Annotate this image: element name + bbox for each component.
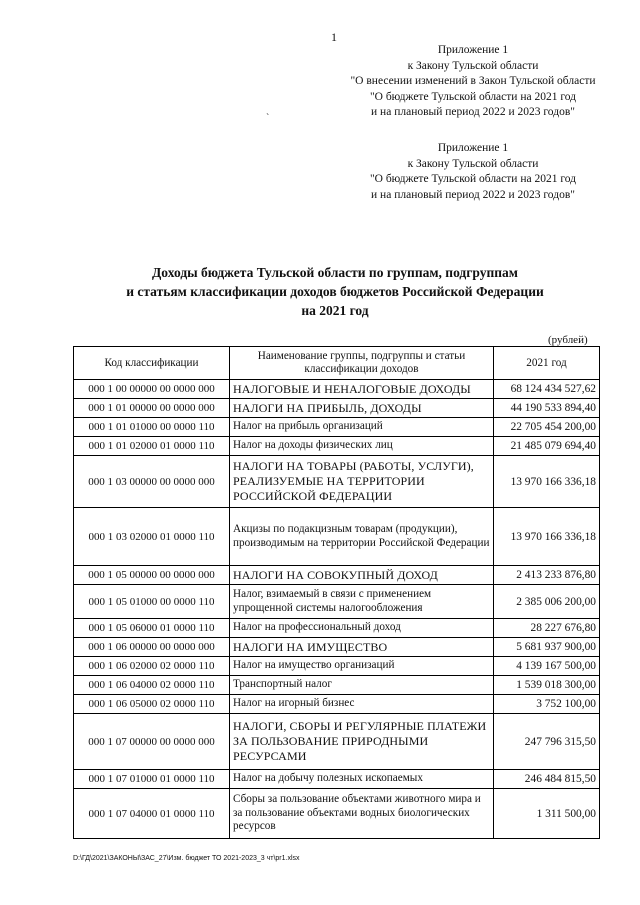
row-name: НАЛОГИ, СБОРЫ И РЕГУЛЯРНЫЕ ПЛАТЕЖИ ЗА ПОЛЬЗОВАНИЕ ПРИРОДНЫМИ РЕСУРСАМИ: [230, 714, 494, 770]
table-row: [74, 619, 600, 638]
table-header-row: [74, 347, 600, 380]
row-code: 000 1 01 01000 00 0000 110: [74, 418, 230, 437]
row-code: 000 1 06 00000 00 0000 000: [74, 638, 230, 657]
row-code: 000 1 06 02000 02 0000 110: [74, 657, 230, 676]
table-row: [74, 657, 600, 676]
row-amount: 28 227 676,80: [494, 619, 600, 638]
row-name: НАЛОГОВЫЕ И НЕНАЛОГОВЫЕ ДОХОДЫ: [230, 380, 494, 399]
appendix-line: Приложение 1: [437, 44, 509, 56]
table-row: [74, 399, 600, 418]
table-row: [74, 566, 600, 585]
row-amount: 68 124 434 527,62: [494, 380, 600, 399]
row-amount: 22 705 454 200,00: [494, 418, 600, 437]
row-amount: 1 311 500,00: [494, 789, 600, 839]
row-name: Налог на имущество организаций: [230, 657, 494, 676]
table-row: [74, 380, 600, 399]
table-row: [74, 770, 600, 789]
page-number: 1: [331, 30, 337, 44]
row-code: 000 1 03 02000 01 0000 110: [74, 508, 230, 566]
appendix-header-original: [303, 141, 640, 203]
row-code: 000 1 01 02000 01 0000 110: [74, 437, 230, 456]
row-name: Налог на добычу полезных ископаемых: [230, 770, 494, 789]
row-code: 000 1 06 05000 02 0000 110: [74, 695, 230, 714]
row-code: 000 1 07 01000 01 0000 110: [74, 770, 230, 789]
appendix-line: к Закону Тульской области: [407, 59, 539, 72]
header-code: Код классификации: [74, 347, 230, 380]
appendix-line: Приложение 1: [437, 142, 509, 154]
row-code: 000 1 05 06000 01 0000 110: [74, 619, 230, 638]
row-amount: 13 970 166 336,18: [494, 508, 600, 566]
table-row: [74, 676, 600, 695]
row-amount: 4 139 167 500,00: [494, 657, 600, 676]
row-amount: 2 385 006 200,00: [494, 585, 600, 619]
row-code: 000 1 05 01000 00 0000 110: [74, 585, 230, 619]
appendix-line: к Закону Тульской области: [407, 157, 539, 170]
appendix-header-current: [303, 43, 640, 121]
row-amount: 1 539 018 300,00: [494, 676, 600, 695]
row-code: 000 1 01 00000 00 0000 000: [74, 399, 230, 418]
header-amount: 2021 год: [494, 347, 600, 380]
table-row: [74, 714, 600, 770]
row-name: Налог, взимаемый в связи с применением упрощенной системы налогообложения: [230, 585, 494, 619]
table-row: [74, 437, 600, 456]
appendix-line: и на плановый период 2022 и 2023 годов": [371, 106, 575, 118]
row-amount: 5 681 937 900,00: [494, 638, 600, 657]
row-name: НАЛОГИ НА ИМУЩЕСТВО: [230, 638, 494, 657]
table-row: [74, 638, 600, 657]
title-line: на 2021 год: [301, 303, 369, 318]
document-title: [70, 263, 600, 320]
title-line: и статьям классификации доходов бюджетов Российской Федерации: [126, 284, 544, 299]
row-amount: 3 752 100,00: [494, 695, 600, 714]
row-code: 000 1 07 00000 00 0000 000: [74, 714, 230, 770]
row-name: Налог на профессиональный доход: [230, 619, 494, 638]
row-amount: 2 413 233 876,80: [494, 566, 600, 585]
row-amount: 13 970 166 336,18: [494, 456, 600, 508]
row-code: 000 1 03 00000 00 0000 000: [74, 456, 230, 508]
table-row: [74, 695, 600, 714]
row-name: Налог на доходы физических лиц: [230, 437, 494, 456]
row-name: Сборы за пользование объектами животного мира и за пользование объектами водных биологических ресурсов: [230, 789, 494, 839]
row-name: Налог на игорный бизнес: [230, 695, 494, 714]
row-amount: 246 484 815,50: [494, 770, 600, 789]
units-label: (рублей): [548, 334, 588, 346]
row-amount: 247 796 315,50: [494, 714, 600, 770]
row-amount: 44 190 533 894,40: [494, 399, 600, 418]
row-code: 000 1 06 04000 02 0000 110: [74, 676, 230, 695]
appendix-line: и на плановый период 2022 и 2023 годов": [371, 188, 575, 201]
table-row: [74, 508, 600, 566]
row-name: НАЛОГИ НА СОВОКУПНЫЙ ДОХОД: [230, 566, 494, 585]
row-name: НАЛОГИ НА ТОВАРЫ (РАБОТЫ, УСЛУГИ), РЕАЛИЗУЕМЫЕ НА ТЕРРИТОРИИ РОССИЙСКОЙ ФЕДЕРАЦИИ: [230, 456, 494, 508]
appendix-line: "О бюджете Тульской области на 2021 год: [369, 90, 577, 103]
row-code: 000 1 05 00000 00 0000 000: [74, 566, 230, 585]
row-name: Акцизы по подакцизным товарам (продукции), производимым на территории Российской Федерации: [230, 508, 494, 566]
row-name: Налог на прибыль организаций: [230, 418, 494, 437]
header-name: Наименование группы, подгруппы и статьи классификации доходов: [230, 347, 494, 380]
table-row: [74, 585, 600, 619]
row-name: Транспортный налог: [230, 676, 494, 695]
appendix-line: "О внесении изменений в Закон Тульской области: [350, 75, 596, 87]
table-row: [74, 789, 600, 839]
row-code: 000 1 07 04000 01 0000 110: [74, 789, 230, 839]
footer-file-path: D:\ГД\2021\ЗАКОНЫ\ЗАС_27\Изм. бюджет ТО 2021-2023_3 чт\pr1.xlsx: [73, 855, 300, 862]
row-name: НАЛОГИ НА ПРИБЫЛЬ, ДОХОДЫ: [230, 399, 494, 418]
table-row: [74, 456, 600, 508]
title-line: Доходы бюджета Тульской области по группам, подгруппам: [152, 265, 518, 280]
row-code: 000 1 00 00000 00 0000 000: [74, 380, 230, 399]
income-table: [73, 346, 600, 839]
appendix-line: "О бюджете Тульской области на 2021 год: [369, 173, 577, 185]
stray-mark: `: [266, 113, 270, 124]
row-amount: 21 485 079 694,40: [494, 437, 600, 456]
table-row: [74, 418, 600, 437]
